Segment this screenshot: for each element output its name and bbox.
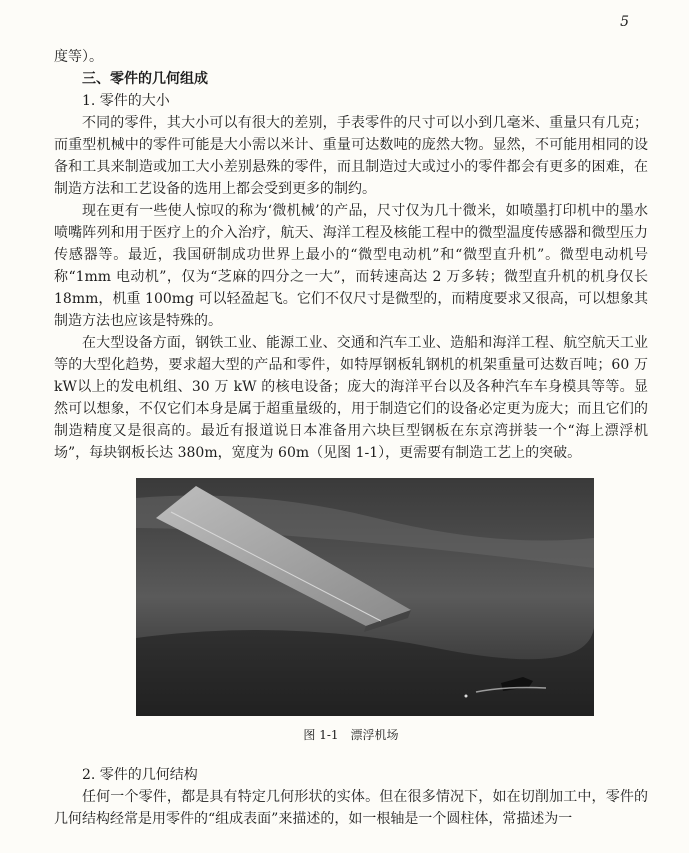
paragraph-geometry: 任何一个零件，都是具有特定几何形状的实体。但在很多情况下，如在切削加工中，零件的几何结构经常是用零件的“组成表面”来描述的，如一根轴是一个圆柱体，常描述为一	[54, 789, 648, 827]
paragraph-large-equipment: 在大型设备方面，钢铁工业、能源工业、交通和汽车工业、造船和海洋工程、航空航天工业等的大型化趋势，要求超大型的产品和零件，如特厚钢板轧钢机的机架重量可达数百吨；60 万 kW以上的发电机组、30 万 kW 的核电设备；庞大的海洋平台以及各种汽车车身模具等等。显然可以想象，不仅它们本身是属于超重量级的，用于制造它们的设备必定更为庞大；而且它们的制造精度又是很高的。最近有报道说日本准备用六块巨型钢板在东京湾拼装一个“海上漂浮机场”，每块钢板长达 380m，宽度为 60m（见图 1-1），更需要有制造工艺上的突破。	[54, 335, 648, 461]
paragraph-part-size: 不同的零件，其大小可以有很大的差别，手表零件的尺寸可以小到几毫米、重量只有几克；而重型机械中的零件可能是大小需以米计、重量可达数吨的庞然大物。显然，不可能用相同的设备和工具来制造或加工大小差别悬殊的零件，而且制造过大或过小的零件都会有更多的困难，在制造方法和工艺设备的选用上都会受到更多的制约。	[54, 115, 648, 197]
page-number: 5	[620, 14, 629, 30]
section-title: 三、零件的几何组成	[82, 71, 208, 87]
subsection-title-size: 1. 零件的大小	[82, 93, 170, 109]
floating-airport-photo	[136, 478, 594, 716]
paragraph-micro-machines: 现在更有一些使人惊叹的称为‘微机械’的产品，尺寸仅为几十微米，如喷墨打印机中的墨水喷嘴阵列和用于医疗上的介入治疗，航天、海洋工程及核能工程中的微型温度传感器和微型压力传感器等。最近，我国研制成功世界上最小的“微型电动机”和“微型直升机”。微型电动机号称“1mm 电动机”，仅为“芝麻的四分之一大”，而转速高达 2 万多转；微型直升机的机身仅长 18mm，机重 100mg 可以轻盈起飞。它们不仅尺寸是微型的，而精度要求又很高，可以想象其制造方法也应该是特殊的。	[54, 203, 648, 329]
photo-illustration	[136, 478, 594, 716]
intro-tail: 度等）。	[54, 49, 103, 65]
page-content	[54, 46, 648, 830]
figure-caption: 图 1-1 漂浮机场	[303, 728, 399, 742]
subsection-title-geometry: 2. 零件的几何结构	[82, 767, 198, 783]
